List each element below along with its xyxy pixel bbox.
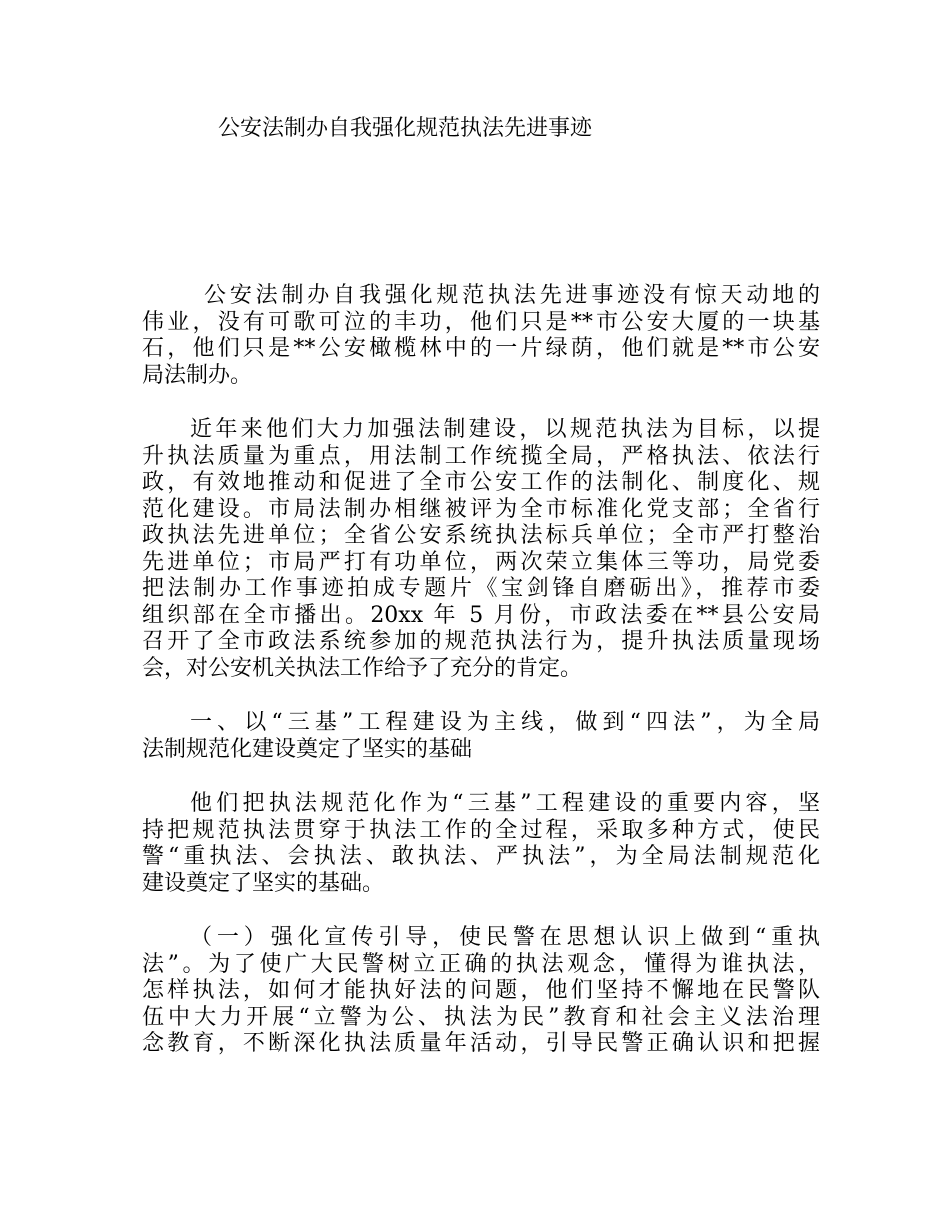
text-line: 法”。为了使广大民警树立正确的执法观念，懂得为谁执法，: [142, 951, 820, 977]
text-line: 他们把执法规范化作为“三基”工程建设的重要内容，坚: [190, 791, 820, 816]
paragraph-section-1: [142, 791, 820, 897]
text-line: 伍中大力开展“立警为公、执法为民”教育和社会主义法治理: [142, 1004, 820, 1030]
text-line: 升执法质量为重点，用法制工作统揽全局，严格执法、依法行: [142, 443, 820, 469]
text-line: 念教育，不断深化执法质量年活动，引导民警正确认识和把握: [142, 1031, 820, 1056]
text-line: 警“重执法、会执法、敢执法、严执法”，为全局法制规范化: [142, 844, 820, 869]
document-body: [142, 283, 820, 1086]
text-line: （一）强化宣传引导，使民警在思想认识上做到“重执: [190, 925, 820, 950]
text-line: 范化建设。市局法制办相继被评为全市标准化党支部；全省行: [142, 496, 820, 522]
text-line: 局法制办。: [142, 362, 253, 388]
document-title: 公安法制办自我强化规范执法先进事迹: [218, 116, 593, 141]
text-line: 会，对公安机关执法工作给予了充分的肯定。: [142, 655, 583, 681]
text-line: 把法制办工作事迹拍成专题片《宝剑锋自磨砺出》，推荐市委: [142, 576, 820, 601]
text-line: 近年来他们大力加强法制建设，以规范执法为目标，以提: [190, 417, 820, 442]
text-line: 伟业，没有可歌可泣的丰功，他们只是**市公安大厦的一块基: [142, 309, 820, 335]
text-line: 怎样执法，如何才能执好法的问题，他们坚持不懈地在民警队: [142, 978, 820, 1003]
text-line: 政，有效地推动和促进了全市公安工作的法制化、制度化、规: [142, 470, 820, 495]
text-line: 先进单位；市局严打有功单位，两次荣立集体三等功，局党委: [142, 549, 820, 575]
text-line: 持把规范执法贯穿于执法工作的全过程，采取多种方式，使民: [142, 817, 820, 843]
text-line: 法制规范化建设奠定了坚实的基础: [142, 736, 473, 762]
paragraph-achievements: [142, 417, 820, 682]
text-line: 石，他们只是**公安橄榄林中的一片绿荫，他们就是**市公安: [142, 336, 820, 361]
text-line: 政执法先进单位；全省公安系统执法标兵单位；全市严打整治: [142, 523, 820, 548]
text-line: 召开了全市政法系统参加的规范执法行为，提升执法质量现场: [142, 629, 820, 654]
section-heading-1: [142, 710, 820, 763]
text-line: 一、以“三基”工程建设为主线，做到“四法”，为全局: [190, 710, 820, 735]
text-line: 公安法制办自我强化规范执法先进事迹没有惊天动地的: [204, 283, 820, 308]
text-line: 组织部在全市播出。20xx 年 5 月份，市政法委在**县公安局: [142, 602, 820, 628]
paragraph-intro: [142, 283, 820, 389]
paragraph-subsection-1: [142, 925, 820, 1058]
text-line: 建设奠定了坚实的基础。: [142, 870, 385, 896]
